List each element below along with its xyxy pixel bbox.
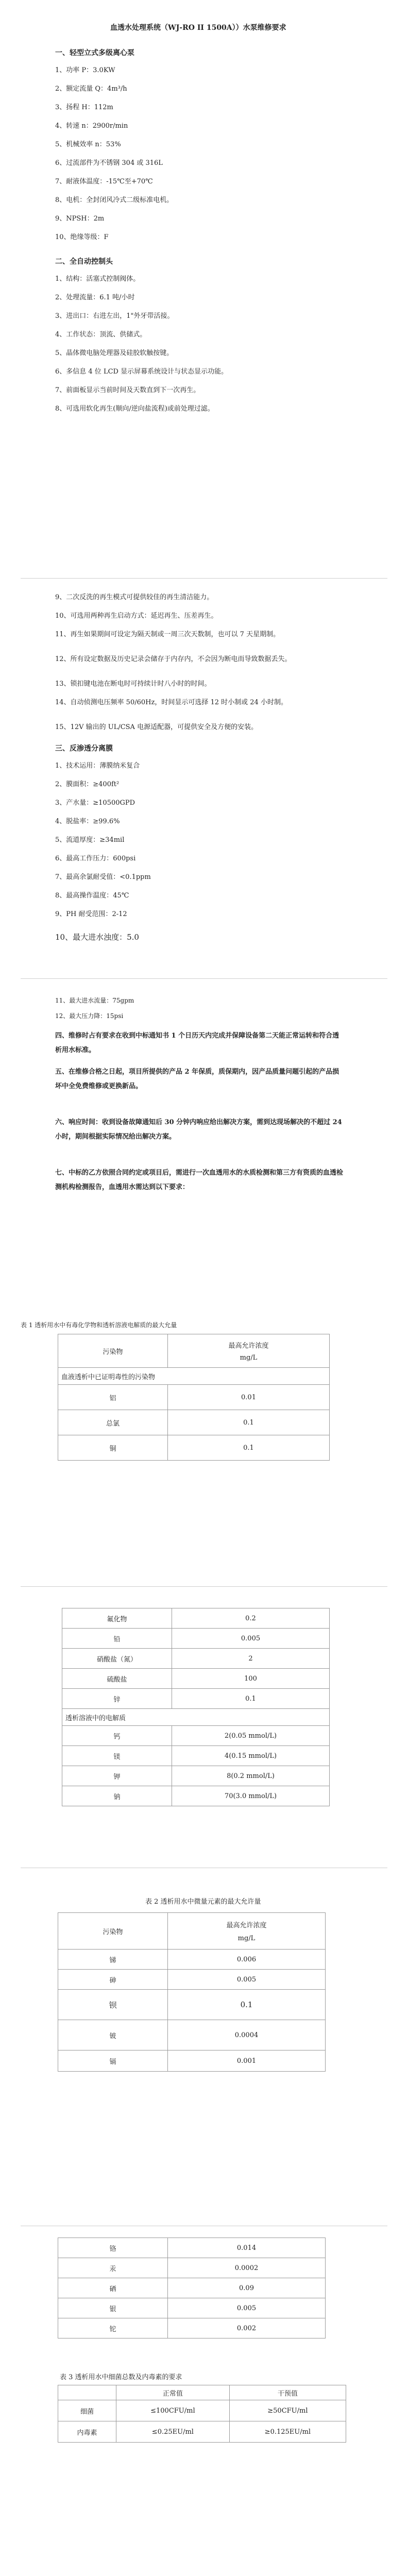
- spec-item: 1、功率 P：3.0KW: [55, 66, 115, 74]
- table-caption: 表 3 透析用水中细菌总数及内毒素的要求: [60, 2374, 182, 2381]
- spec-item: 3、产水量：≥10500GPD: [55, 799, 135, 807]
- table-2-section: [0, 1870, 408, 2228]
- cell: 锑: [58, 1950, 168, 1970]
- spec-item: 7、最高余氯耐受值：<0.1ppm: [55, 873, 151, 881]
- spec-item: 2、处理流量：6.1 吨/小时: [55, 294, 135, 301]
- table-row: [62, 1649, 330, 1669]
- cell: 汞: [58, 2258, 168, 2278]
- table-header-row: [58, 1334, 330, 1368]
- cell: 细菌: [58, 2400, 116, 2421]
- spec-item: 7、耐液体温度：-15℃至+70℃: [55, 178, 153, 185]
- table-row: [58, 2050, 326, 2072]
- header-cell: 正常值: [116, 2385, 230, 2400]
- header-cell-text: 最高允许浓度: [228, 1342, 269, 1350]
- table-1: [58, 1334, 330, 1461]
- spec-section-1: [0, 0, 408, 580]
- cell: 钠: [62, 1786, 172, 1806]
- spec-item: 8、可选用软化再生(顺向/逆向盐流程)或前处理过滤。: [55, 405, 214, 413]
- spec-item: 5、晶体微电脑处理器及硅胶软触按键。: [55, 349, 174, 357]
- header-cell: 污染物: [58, 1334, 168, 1368]
- cell: 铜: [58, 1435, 168, 1461]
- spec-section-2: [0, 580, 408, 981]
- table-row: [62, 1726, 330, 1746]
- header-cell-unit: mg/L: [240, 1354, 258, 1362]
- table-row: [58, 2278, 326, 2298]
- header-cell: 干预值: [229, 2385, 346, 2400]
- cell: 钙: [62, 1726, 172, 1746]
- cell: 0.0004: [168, 2020, 326, 2050]
- section-1-heading: 一、轻型立式多级离心泵: [55, 49, 134, 57]
- spec-item: 7、前面板显示当前时间及天数直到下一次再生。: [55, 386, 200, 394]
- cell: 0.005: [168, 2298, 326, 2318]
- table-row: [62, 1786, 330, 1806]
- table-row: [58, 1410, 330, 1435]
- table-row: [62, 1608, 330, 1629]
- spec-item: 1、技术运用：薄膜纳米复合: [55, 762, 140, 770]
- spec-item: 11、再生如果期间可设定为隔天制或一周三次天数制，也可以 7 天星期制。: [55, 631, 280, 638]
- table-3-section: [0, 2228, 408, 2576]
- term-paragraph: 六、响应时间：收到设备故障通知后 30 分钟内响应给出解决方案，需到达现场解决的不超过 24 小时，期间根据实际情况给出解决方案。: [55, 1118, 342, 1141]
- spec-item: 10、绝缘等级：F: [55, 233, 109, 241]
- group-cell: 透析溶液中的电解质: [62, 1709, 330, 1726]
- table-2: [58, 1912, 326, 2072]
- cell: 4(0.15 mmol/L): [172, 1746, 330, 1766]
- page-title: 血透水处理系统（WJ-RO II 1500A））水泵维修要求: [110, 24, 286, 32]
- table-1-continued: [62, 1608, 330, 1806]
- table-3: [58, 2385, 346, 2443]
- spec-item: 12、最大压力降：15psi: [55, 1012, 124, 1020]
- cell: 100: [172, 1669, 330, 1689]
- cell: 铅: [62, 1629, 172, 1649]
- spec-item: 4、工作状态：顶流、供储式。: [55, 331, 147, 338]
- table-row: [62, 1746, 330, 1766]
- cell: 总氯: [58, 1410, 168, 1435]
- table-row: [62, 1766, 330, 1786]
- header-cell: [168, 1334, 330, 1368]
- spec-item: 11、最大进水流量：75gpm: [55, 997, 134, 1004]
- table-1-section: [0, 1316, 408, 1589]
- header-cell-unit: mg/L: [237, 1935, 256, 1942]
- spec-item: 10、可选用两种再生启动方式：延迟再生、压差再生。: [55, 612, 218, 620]
- spec-item: 2、膜面积：≥400ft²: [55, 781, 120, 788]
- table-row: [58, 2318, 326, 2338]
- spec-item: 13、锁扣键电池在断电时可持续计时八小时的时间。: [55, 680, 211, 688]
- spec-item: 9、二次反洗的再生模式可提供较佳的再生清洁能力。: [55, 594, 214, 601]
- table-row: [62, 1669, 330, 1689]
- cell: 0.0002: [168, 2258, 326, 2278]
- table-group-row: [62, 1709, 330, 1726]
- cell: 0.1: [172, 1689, 330, 1709]
- spec-item: 14、自动侦测电压频率 50/60Hz，时间显示可选择 12 时小制或 24 小时制。: [55, 699, 287, 706]
- cell: 内毒素: [58, 2421, 116, 2443]
- table-header-row: [58, 2385, 346, 2400]
- term-paragraph: 五、在维修合格之日起，项目所提供的产品 2 年保质，质保期内，因产品质量问题引起的产品损坏中全免费维修或更换新品。: [55, 1068, 339, 1090]
- table-row: [58, 2298, 326, 2318]
- table-2-continued: [58, 2238, 326, 2338]
- spec-item: 10、最大进水浊度：5.0: [55, 933, 139, 942]
- header-cell: [58, 2385, 116, 2400]
- terms-section: [0, 981, 408, 1316]
- cell: 2(0.05 mmol/L): [172, 1726, 330, 1746]
- cell: 0.001: [168, 2050, 326, 2072]
- cell: 银: [58, 2298, 168, 2318]
- spec-item: 4、脱盐率：≥99.6%: [55, 818, 120, 825]
- spec-item: 5、机械效率 n：53%: [55, 141, 121, 148]
- table-row: [62, 1629, 330, 1649]
- cell: 2: [172, 1649, 330, 1669]
- spec-item: 1、结构：活塞式控制阀体。: [55, 275, 140, 283]
- cell: 铝: [58, 1385, 168, 1410]
- table-row: [58, 2020, 326, 2050]
- cell: 0.01: [168, 1385, 330, 1410]
- cell: 0.005: [168, 1970, 326, 1990]
- spec-item: 9、PH 耐受范围：2-12: [55, 910, 127, 918]
- section-2-heading: 二、全自动控制头: [55, 258, 113, 266]
- spec-item: 15、12V 输出的 UL/CSA 电源适配器，可提供安全及方便的安装。: [55, 723, 258, 731]
- cell: 钾: [62, 1766, 172, 1786]
- table-row: [58, 1385, 330, 1410]
- cell: 0.014: [168, 2238, 326, 2258]
- cell: 0.2: [172, 1608, 330, 1629]
- table-caption: 表 1 透析用水中有毒化学物和透析溶液电解质的最大允量: [21, 1321, 177, 1329]
- cell: 0.1: [168, 1990, 326, 2020]
- cell: 硝酸盐（氮）: [62, 1649, 172, 1669]
- header-cell-text: 最高允许浓度: [226, 1922, 267, 1929]
- table-row: [58, 1970, 326, 1990]
- spec-item: 12、所有设定数据及历史记录会储存于内存内，不会因为断电而导致数据丢失。: [55, 655, 292, 663]
- cell: 0.1: [168, 1435, 330, 1461]
- divider: [21, 578, 387, 579]
- cell: 8(0.2 mmol/L): [172, 1766, 330, 1786]
- table-row: [58, 1435, 330, 1461]
- spec-item: 3、扬程 H：112m: [55, 104, 113, 111]
- cell: 70(3.0 mmol/L): [172, 1786, 330, 1806]
- table-row: [62, 1689, 330, 1709]
- cell: 硫酸盐: [62, 1669, 172, 1689]
- spec-item: 8、最高操作温度：45℃: [55, 892, 129, 900]
- term-paragraph: 七、中标的乙方依照合同约定或项目后，需进行一次血透用水的水质检测和第三方有资质的血透检测机构检测报告，血透用水需达到以下要求：: [55, 1169, 344, 1191]
- cell: 0.002: [168, 2318, 326, 2338]
- cell: 铬: [58, 2238, 168, 2258]
- table-row: [58, 1990, 326, 2020]
- cell: 铊: [58, 2318, 168, 2338]
- cell: 硒: [58, 2278, 168, 2298]
- spec-item: 6、多信息 4 位 LCD 显示屏幕系统设计与状态显示功能。: [55, 368, 228, 376]
- table-row: [58, 2238, 326, 2258]
- cell: 铍: [58, 2020, 168, 2050]
- spec-item: 6、最高工作压力：600psi: [55, 855, 136, 862]
- cell: 0.006: [168, 1950, 326, 1970]
- cell: ≤0.25EU/ml: [116, 2421, 230, 2443]
- table-row: [58, 2258, 326, 2278]
- cell: 锌: [62, 1689, 172, 1709]
- spec-item: 3、进出口：右进左出，1"外牙带活接。: [55, 312, 174, 320]
- cell: ≤100CFU/ml: [116, 2400, 230, 2421]
- table-caption: 表 2 透析用水中微量元素的最大允许量: [145, 1898, 261, 1906]
- cell: 砷: [58, 1970, 168, 1990]
- cell: 氟化物: [62, 1608, 172, 1629]
- cell: 钡: [58, 1990, 168, 2020]
- cell: 0.1: [168, 1410, 330, 1435]
- cell: 镁: [62, 1746, 172, 1766]
- cell: ≥0.125EU/ml: [229, 2421, 346, 2443]
- header-cell: 污染物: [58, 1913, 168, 1950]
- spec-item: 4、转速 n：2900r/min: [55, 122, 128, 130]
- spec-item: 8、电机：全封闭风冷式二级标准电机。: [55, 196, 174, 204]
- table-row: [58, 1950, 326, 1970]
- spec-item: 5、流道厚度：≥34mil: [55, 836, 125, 844]
- spec-item: 9、NPSH：2m: [55, 215, 105, 223]
- cell: 0.005: [172, 1629, 330, 1649]
- term-paragraph: 四、维修时占有要求在收到中标通知书 1 个日历天内完成并保障设备第二天能正常运转和符合透析用水标准。: [55, 1032, 339, 1054]
- spec-item: 2、额定流量 Q：4m³/h: [55, 85, 127, 93]
- table-group-row: [58, 1368, 330, 1385]
- divider: [21, 978, 387, 979]
- table-row: [58, 2421, 346, 2443]
- header-cell: [168, 1913, 326, 1950]
- table-1b-section: [0, 1589, 408, 1870]
- spec-item: 6、过流部件为不锈钢 304 或 316L: [55, 159, 163, 167]
- divider: [21, 1586, 387, 1587]
- cell: 0.09: [168, 2278, 326, 2298]
- table-header-row: [58, 1913, 326, 1950]
- section-3-heading: 三、反渗透分离膜: [55, 744, 113, 753]
- group-cell: 血液透析中已证明毒性的污染物: [58, 1368, 330, 1385]
- cell: 镉: [58, 2050, 168, 2072]
- table-row: [58, 2400, 346, 2421]
- cell: ≥50CFU/ml: [229, 2400, 346, 2421]
